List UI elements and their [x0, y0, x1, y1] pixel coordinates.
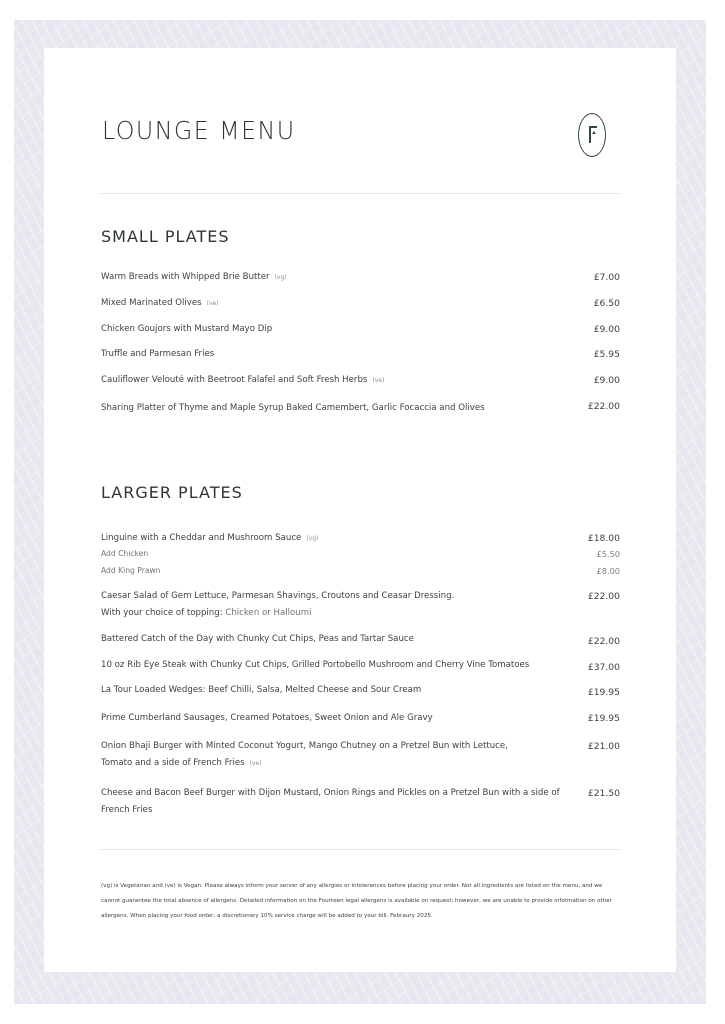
item-price: £5.95	[593, 349, 620, 360]
addon-item	[101, 566, 620, 575]
addon-name: Add King Prawn	[101, 566, 161, 575]
item-price: £19.95	[587, 713, 620, 724]
f-monogram-icon	[578, 113, 606, 157]
item-name: Onion Bhaji Burger with Minted Coconut Yogurt, Mango Chutney on a Pretzel Bun with Lettuce,	[101, 741, 508, 751]
menu-sheet	[44, 48, 676, 972]
item-name: La Tour Loaded Wedges: Beef Chilli, Salsa, Melted Cheese and Sour Cream	[101, 685, 422, 695]
item-price: £18.00	[587, 533, 620, 544]
item-price: £21.50	[587, 788, 620, 799]
addon-price: £5.50	[596, 549, 620, 559]
item-name: Warm Breads with Whipped Brie Butter	[101, 272, 270, 282]
item-price: £22.00	[587, 636, 620, 647]
allergen-notice: (vg) is Vegetarian and (ve) is Vegan. Please always inform your server of any allergies or intolerances before placing your order. Not all ingredients are listed on the menu, and we cannot guarantee the total absence of allergens. Detailed information on the Fourteen legal allergens is available on request; however, we are unable to provide information on other allergens. When placing your food order, a discretionary 10% service charge will be added to your bill. Febraury 2025.	[101, 883, 612, 919]
item-price: £37.00	[587, 662, 620, 673]
item-price: £19.95	[587, 687, 620, 698]
item-choice-options: Chicken or Halloumi	[225, 608, 312, 618]
item-name: Caesar Salad of Gem Lettuce, Parmesan Shavings, Croutons and Ceasar Dressing.	[101, 591, 455, 601]
item-choice-prefix: With your choice of topping:	[101, 608, 226, 618]
section-title-larger-plates: LARGER PLATES	[101, 483, 243, 502]
item-name: Cauliflower Velouté with Beetroot Falafel and Soft Fresh Herbs	[101, 375, 368, 385]
item-name-cont: Tomato and a side of French Fries	[101, 758, 245, 768]
dietary-tag: (vg)	[306, 535, 319, 542]
item-name: Mixed Marinated Olives	[101, 298, 202, 308]
page-title: LOUNGE MENU	[102, 116, 296, 145]
item-name: Chicken Goujors with Mustard Mayo Dip	[101, 324, 273, 334]
logo-triangle	[592, 131, 596, 134]
item-price: £7.00	[593, 272, 620, 283]
item-name: Cheese and Bacon Beef Burger with Dijon Mustard, Onion Rings and Pickles on a Pretzel Bun with a side of	[101, 788, 560, 798]
section-title-small-plates: SMALL PLATES	[101, 227, 230, 246]
item-name: Battered Catch of the Day with Chunky Cut Chips, Peas and Tartar Sauce	[101, 634, 414, 644]
logo-stem	[589, 126, 591, 143]
item-name: Truffle and Parmesan Fries	[101, 349, 215, 359]
dietary-tag: (ve)	[249, 760, 262, 767]
logo-bar	[589, 126, 597, 128]
item-price: £6.50	[593, 298, 620, 309]
addon-item	[101, 549, 620, 558]
dietary-tag: (ve)	[206, 300, 219, 307]
item-name: Sharing Platter of Thyme and Maple Syrup Baked Camembert, Garlic Focaccia and Olives	[101, 403, 485, 413]
item-price: £9.00	[593, 324, 620, 335]
item-price: £21.00	[587, 741, 620, 752]
item-name-cont: French Fries	[101, 805, 153, 815]
item-name: Prime Cumberland Sausages, Creamed Potatoes, Sweet Onion and Ale Gravy	[101, 713, 433, 723]
item-name: Linguine with a Cheddar and Mushroom Sauce	[101, 533, 302, 543]
item-price: £9.00	[593, 375, 620, 386]
addon-price: £8.00	[596, 566, 620, 576]
dietary-tag: (ve)	[372, 377, 385, 384]
header-divider	[100, 193, 620, 194]
item-price: £22.00	[587, 401, 620, 412]
addon-name: Add Chicken	[101, 549, 149, 558]
item-name: 10 oz Rib Eye Steak with Chunky Cut Chips, Grilled Portobello Mushroom and Cherry Vine Tomatoes	[101, 660, 530, 670]
dietary-tag: (vg)	[274, 274, 287, 281]
footer-divider	[100, 849, 620, 850]
item-price: £22.00	[587, 591, 620, 602]
